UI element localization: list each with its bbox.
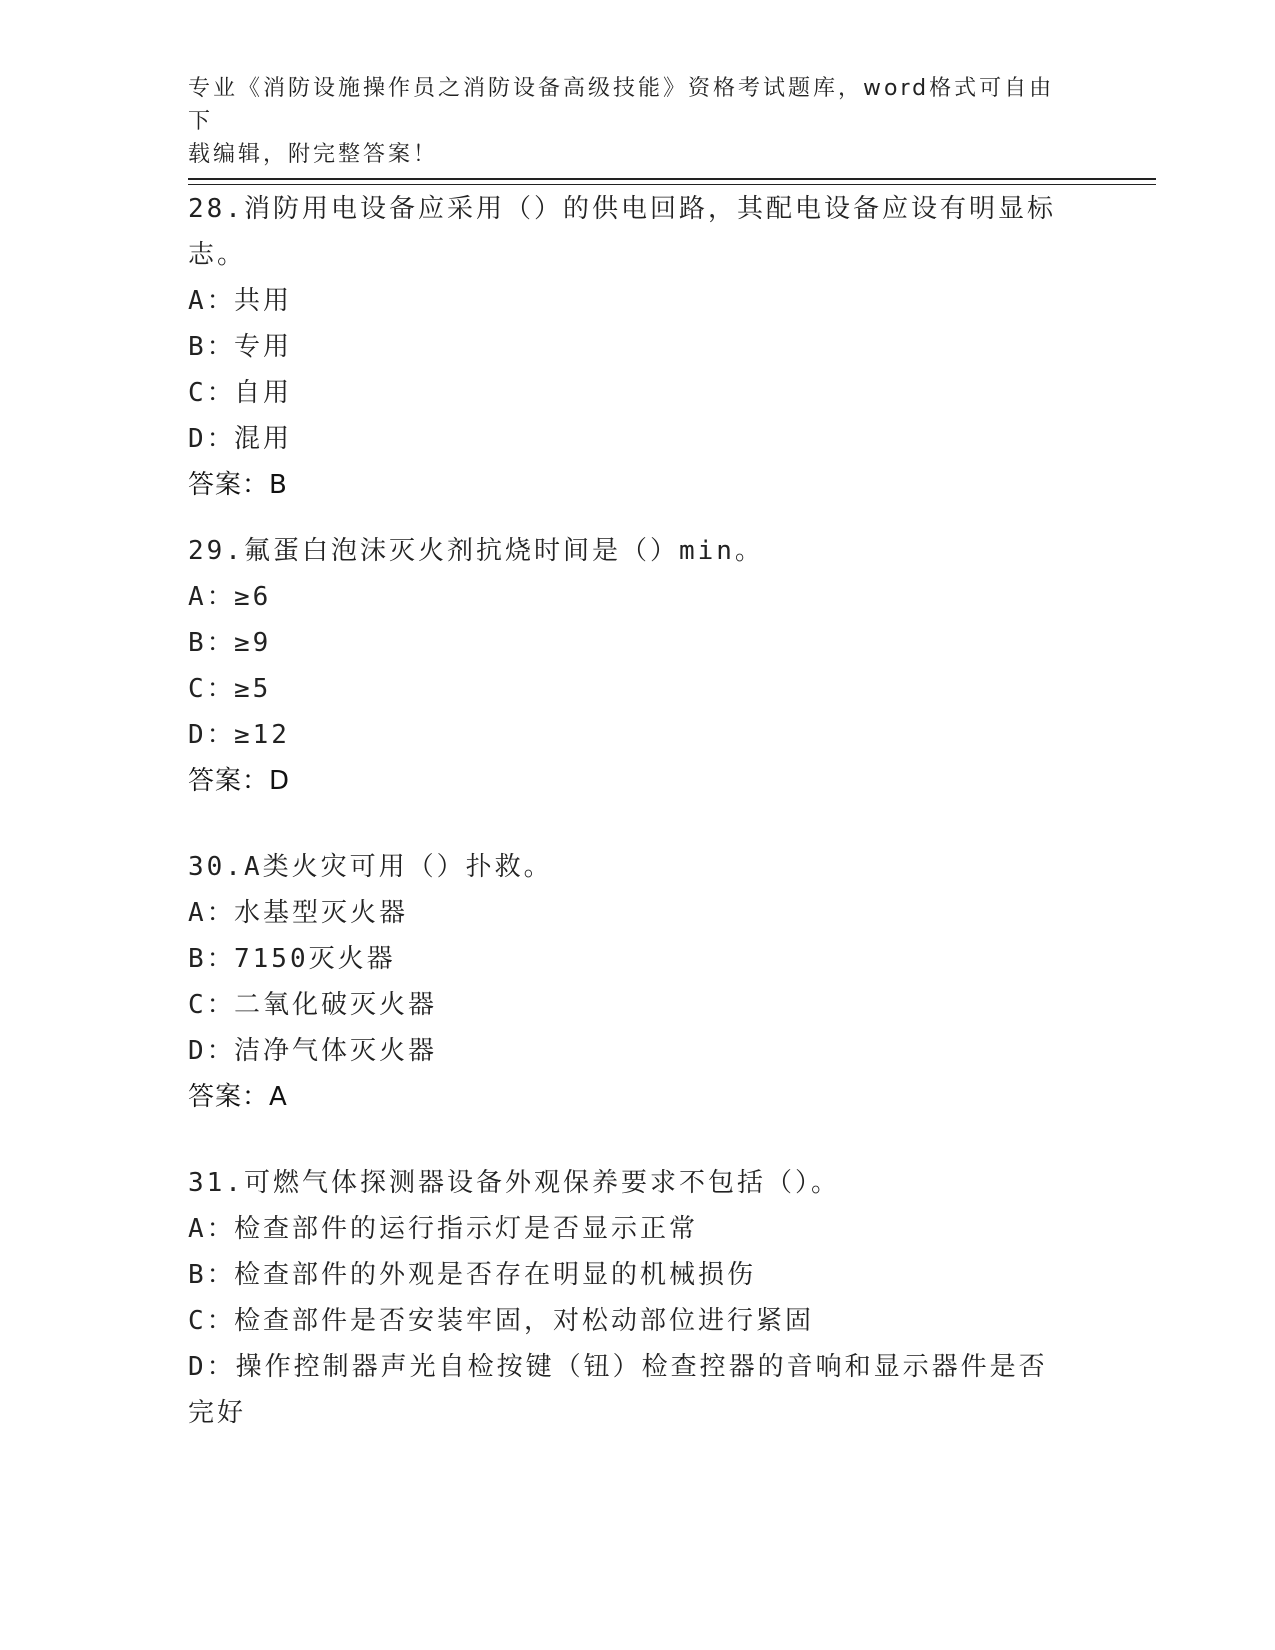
option-b [188, 620, 1088, 666]
answer: 答案：D [188, 766, 291, 796]
header-line-2: 载编辑，附完整答案！ [188, 142, 439, 167]
option-text: 操作控制器声光自检按键（钮）检查控器的音响和显示器件是否完好 [188, 1352, 1048, 1428]
question-29 [188, 528, 1088, 804]
option-label: D： [188, 424, 236, 454]
option-d [188, 1344, 1064, 1436]
option-text: 共用 [234, 286, 293, 316]
option-label: D： [188, 1036, 236, 1066]
header-rule-thick [188, 178, 1156, 180]
option-a [188, 1206, 1088, 1252]
option-label: B： [188, 332, 236, 362]
option-label: D： [188, 1352, 236, 1382]
option-text: ≥6 [234, 582, 272, 612]
question-28 [188, 186, 1088, 508]
option-text: 检查部件是否安装牢固，对松动部位进行紧固 [234, 1306, 815, 1336]
option-label: C： [188, 990, 236, 1020]
option-a [188, 278, 1088, 324]
option-d [188, 1028, 1088, 1074]
option-a [188, 574, 1088, 620]
option-text: ≥5 [234, 674, 272, 704]
option-label: A： [188, 286, 236, 316]
document-header [188, 72, 1068, 171]
option-d [188, 416, 1088, 462]
option-a [188, 890, 1088, 936]
option-text: 洁净气体灭火器 [234, 1036, 438, 1066]
header-line-1: 专业《消防设施操作员之消防设备高级技能》资格考试题库，word格式可自由下 [188, 76, 1055, 134]
header-rule-thin [188, 184, 1156, 185]
question-stem: 31.可燃气体探测器设备外观保养要求不包括（）。 [188, 1168, 840, 1198]
option-label: B： [188, 1260, 236, 1290]
option-c [188, 666, 1088, 712]
question-stem: 30.A类火灾可用（）扑救。 [188, 852, 553, 882]
option-b [188, 324, 1088, 370]
answer: 答案：A [188, 1082, 288, 1112]
option-b [188, 1252, 1088, 1298]
question-stem: 28.消防用电设备应采用（）的供电回路，其配电设备应设有明显标志。 [188, 194, 1056, 270]
option-label: B： [188, 944, 236, 974]
option-text: 7150灭火器 [234, 944, 396, 974]
option-c [188, 982, 1088, 1028]
option-label: A： [188, 1214, 236, 1244]
question-31 [188, 1160, 1088, 1436]
option-text: 检查部件的外观是否存在明显的机械损伤 [234, 1260, 757, 1290]
option-c [188, 370, 1088, 416]
option-label: B： [188, 628, 236, 658]
option-b [188, 936, 1088, 982]
option-text: 水基型灭火器 [234, 898, 409, 928]
option-label: C： [188, 378, 236, 408]
option-text: ≥9 [234, 628, 272, 658]
option-text: 混用 [234, 424, 293, 454]
option-label: A： [188, 898, 236, 928]
option-text: 二氧化破灭火器 [234, 990, 438, 1020]
question-stem: 29.氟蛋白泡沫灭火剂抗烧时间是（）min。 [188, 536, 764, 566]
option-d [188, 712, 1088, 758]
question-30 [188, 844, 1088, 1120]
option-text: 自用 [234, 378, 293, 408]
option-label: A： [188, 582, 236, 612]
option-c [188, 1298, 1088, 1344]
option-text: ≥12 [234, 720, 290, 750]
option-text: 专用 [234, 332, 293, 362]
option-text: 检查部件的运行指示灯是否显示正常 [234, 1214, 699, 1244]
option-label: C： [188, 1306, 236, 1336]
option-label: D： [188, 720, 236, 750]
option-label: C： [188, 674, 236, 704]
answer: 答案：B [188, 470, 288, 500]
